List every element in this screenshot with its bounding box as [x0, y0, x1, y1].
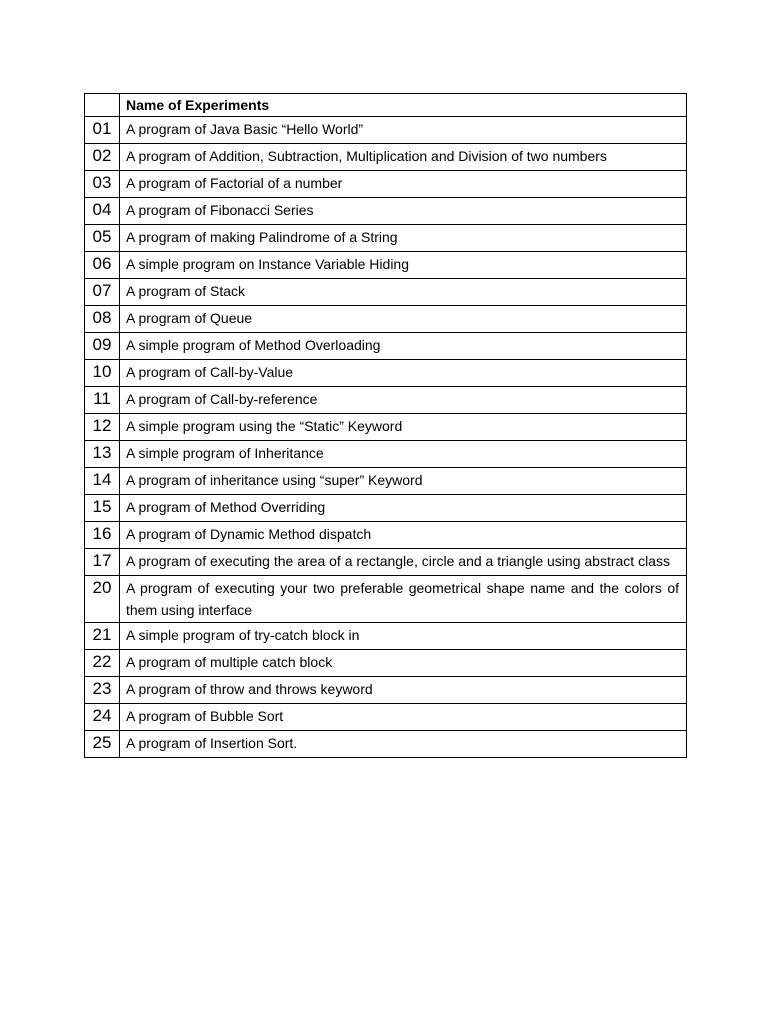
table-row — [85, 549, 687, 576]
table-row — [85, 252, 687, 279]
experiment-name: A program of Call-by-reference — [120, 387, 687, 414]
table-row — [85, 333, 687, 360]
experiment-number: 10 — [85, 360, 120, 387]
table-row — [85, 677, 687, 704]
table-header-row — [85, 94, 687, 117]
table-row — [85, 360, 687, 387]
experiment-name: A program of executing the area of a rectangle, circle and a triangle using abstract class — [120, 549, 687, 576]
table-row — [85, 198, 687, 225]
experiment-name: A program of Fibonacci Series — [120, 198, 687, 225]
experiment-number: 14 — [85, 468, 120, 495]
experiments-table-body — [85, 117, 687, 758]
experiment-name: A program of inheritance using “super” Keyword — [120, 468, 687, 495]
experiment-number: 22 — [85, 650, 120, 677]
table-row — [85, 279, 687, 306]
table-row — [85, 171, 687, 198]
experiment-name: A program of executing your two preferable geometrical shape name and the colors of them using interface — [120, 576, 687, 623]
experiment-name: A program of multiple catch block — [120, 650, 687, 677]
header-number-cell — [85, 94, 120, 117]
table-row — [85, 522, 687, 549]
experiment-name: A simple program on Instance Variable Hiding — [120, 252, 687, 279]
experiment-name: A program of Queue — [120, 306, 687, 333]
experiment-name: A program of Insertion Sort. — [120, 731, 687, 758]
experiment-number: 08 — [85, 306, 120, 333]
experiment-number: 21 — [85, 623, 120, 650]
experiment-name: A program of making Palindrome of a String — [120, 225, 687, 252]
experiment-number: 05 — [85, 225, 120, 252]
experiment-name: A program of Factorial of a number — [120, 171, 687, 198]
experiment-name: A program of throw and throws keyword — [120, 677, 687, 704]
experiment-name: A program of Stack — [120, 279, 687, 306]
experiment-number: 13 — [85, 441, 120, 468]
table-row — [85, 468, 687, 495]
experiment-number: 09 — [85, 333, 120, 360]
table-row — [85, 576, 687, 623]
experiment-name: A program of Method Overriding — [120, 495, 687, 522]
table-row — [85, 731, 687, 758]
experiment-name: A program of Call-by-Value — [120, 360, 687, 387]
experiment-name: A program of Java Basic “Hello World” — [120, 117, 687, 144]
experiment-number: 06 — [85, 252, 120, 279]
experiment-number: 25 — [85, 731, 120, 758]
experiment-name: A simple program of try-catch block in — [120, 623, 687, 650]
table-row — [85, 650, 687, 677]
header-name-cell: Name of Experiments — [120, 94, 687, 117]
experiment-name: A simple program of Method Overloading — [120, 333, 687, 360]
table-row — [85, 117, 687, 144]
experiment-number: 03 — [85, 171, 120, 198]
table-row — [85, 306, 687, 333]
experiment-name: A program of Dynamic Method dispatch — [120, 522, 687, 549]
experiment-number: 02 — [85, 144, 120, 171]
experiment-number: 04 — [85, 198, 120, 225]
table-row — [85, 144, 687, 171]
experiment-number: 24 — [85, 704, 120, 731]
experiment-number: 17 — [85, 549, 120, 576]
experiment-number: 20 — [85, 576, 120, 623]
experiment-number: 01 — [85, 117, 120, 144]
experiment-name: A simple program of Inheritance — [120, 441, 687, 468]
table-row — [85, 387, 687, 414]
experiments-table — [84, 93, 687, 758]
table-row — [85, 495, 687, 522]
experiment-name: A program of Bubble Sort — [120, 704, 687, 731]
experiment-number: 12 — [85, 414, 120, 441]
table-row — [85, 225, 687, 252]
experiment-name: A simple program using the “Static” Keyword — [120, 414, 687, 441]
experiment-number: 07 — [85, 279, 120, 306]
experiment-number: 16 — [85, 522, 120, 549]
table-row — [85, 441, 687, 468]
table-row — [85, 623, 687, 650]
experiment-number: 15 — [85, 495, 120, 522]
experiment-number: 23 — [85, 677, 120, 704]
experiment-number: 11 — [85, 387, 120, 414]
table-row — [85, 414, 687, 441]
table-row — [85, 704, 687, 731]
experiment-name: A program of Addition, Subtraction, Multiplication and Division of two numbers — [120, 144, 687, 171]
